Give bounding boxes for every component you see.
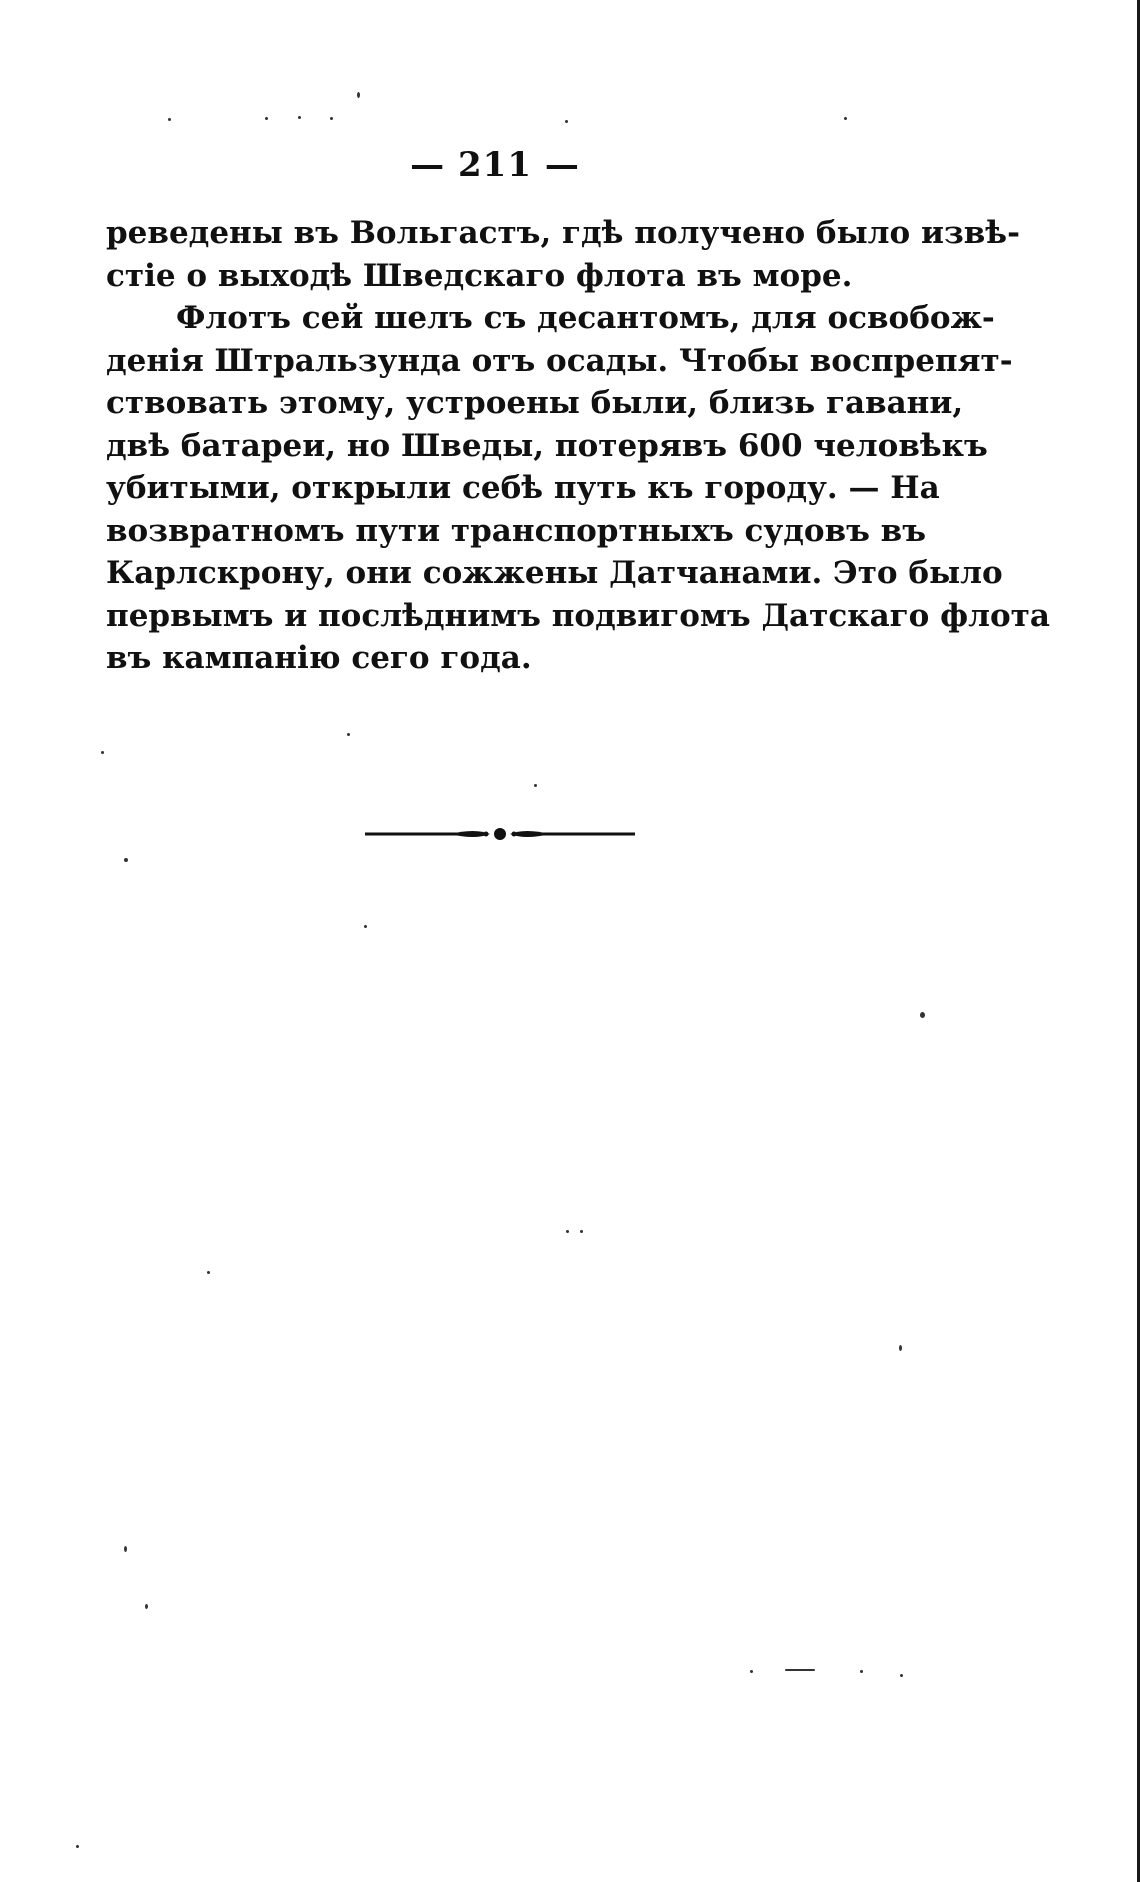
scan-speck [899,1345,902,1351]
scan-speck [860,1670,863,1673]
scan-speck [364,925,367,928]
text-line: денія Штральзунда отъ осады. Чтобы воспрепят- [106,342,1013,379]
ornamental-divider [365,822,635,846]
scan-speck [565,120,568,123]
scan-speck [566,1230,569,1233]
text-line: убитыми, открыли себѣ путь къ городу. — На [106,470,940,506]
scan-speck [347,733,350,736]
scan-speck [265,117,268,120]
scan-speck [920,1012,925,1018]
text-line: въ кампанію сего года. [106,640,532,676]
scan-speck [124,1546,127,1552]
scan-speck [785,1669,815,1671]
scan-speck [145,1604,148,1609]
text-line: стіе о выходѣ Шведскаго флота въ море. [106,257,853,294]
scan-speck [580,1230,583,1233]
page-number: — 211 — [410,145,580,185]
scan-speck [900,1674,903,1677]
text-line: первымъ и послѣднимъ подвигомъ Датскаго флота [106,597,1050,634]
scan-speck [168,118,171,121]
text-line: ствовать этому, устроены были, близь гавани, [106,385,964,421]
text-line: возвратномъ пути транспортныхъ судовъ въ [106,512,927,549]
scan-speck [750,1670,753,1673]
text-line: Флотъ сей шелъ съ десантомъ, для освобож- [176,300,995,336]
scan-speck [101,751,104,754]
scan-speck [534,784,537,787]
scan-speck [330,117,333,120]
scan-speck [76,1845,79,1848]
scan-speck [298,116,301,119]
body-text [106,212,1050,680]
text-line: реведены въ Вольгастъ, гдѣ получено было извѣ- [106,215,1020,251]
text-line: двѣ батареи, но Шведы, потерявъ 600 человѣкъ [106,427,988,464]
text-line: Карлскрону, они сожжены Датчанами. Это было [106,555,1003,591]
scan-speck [207,1271,210,1274]
scan-speck [124,858,128,862]
scan-speck [357,92,360,98]
scan-speck [844,117,847,120]
